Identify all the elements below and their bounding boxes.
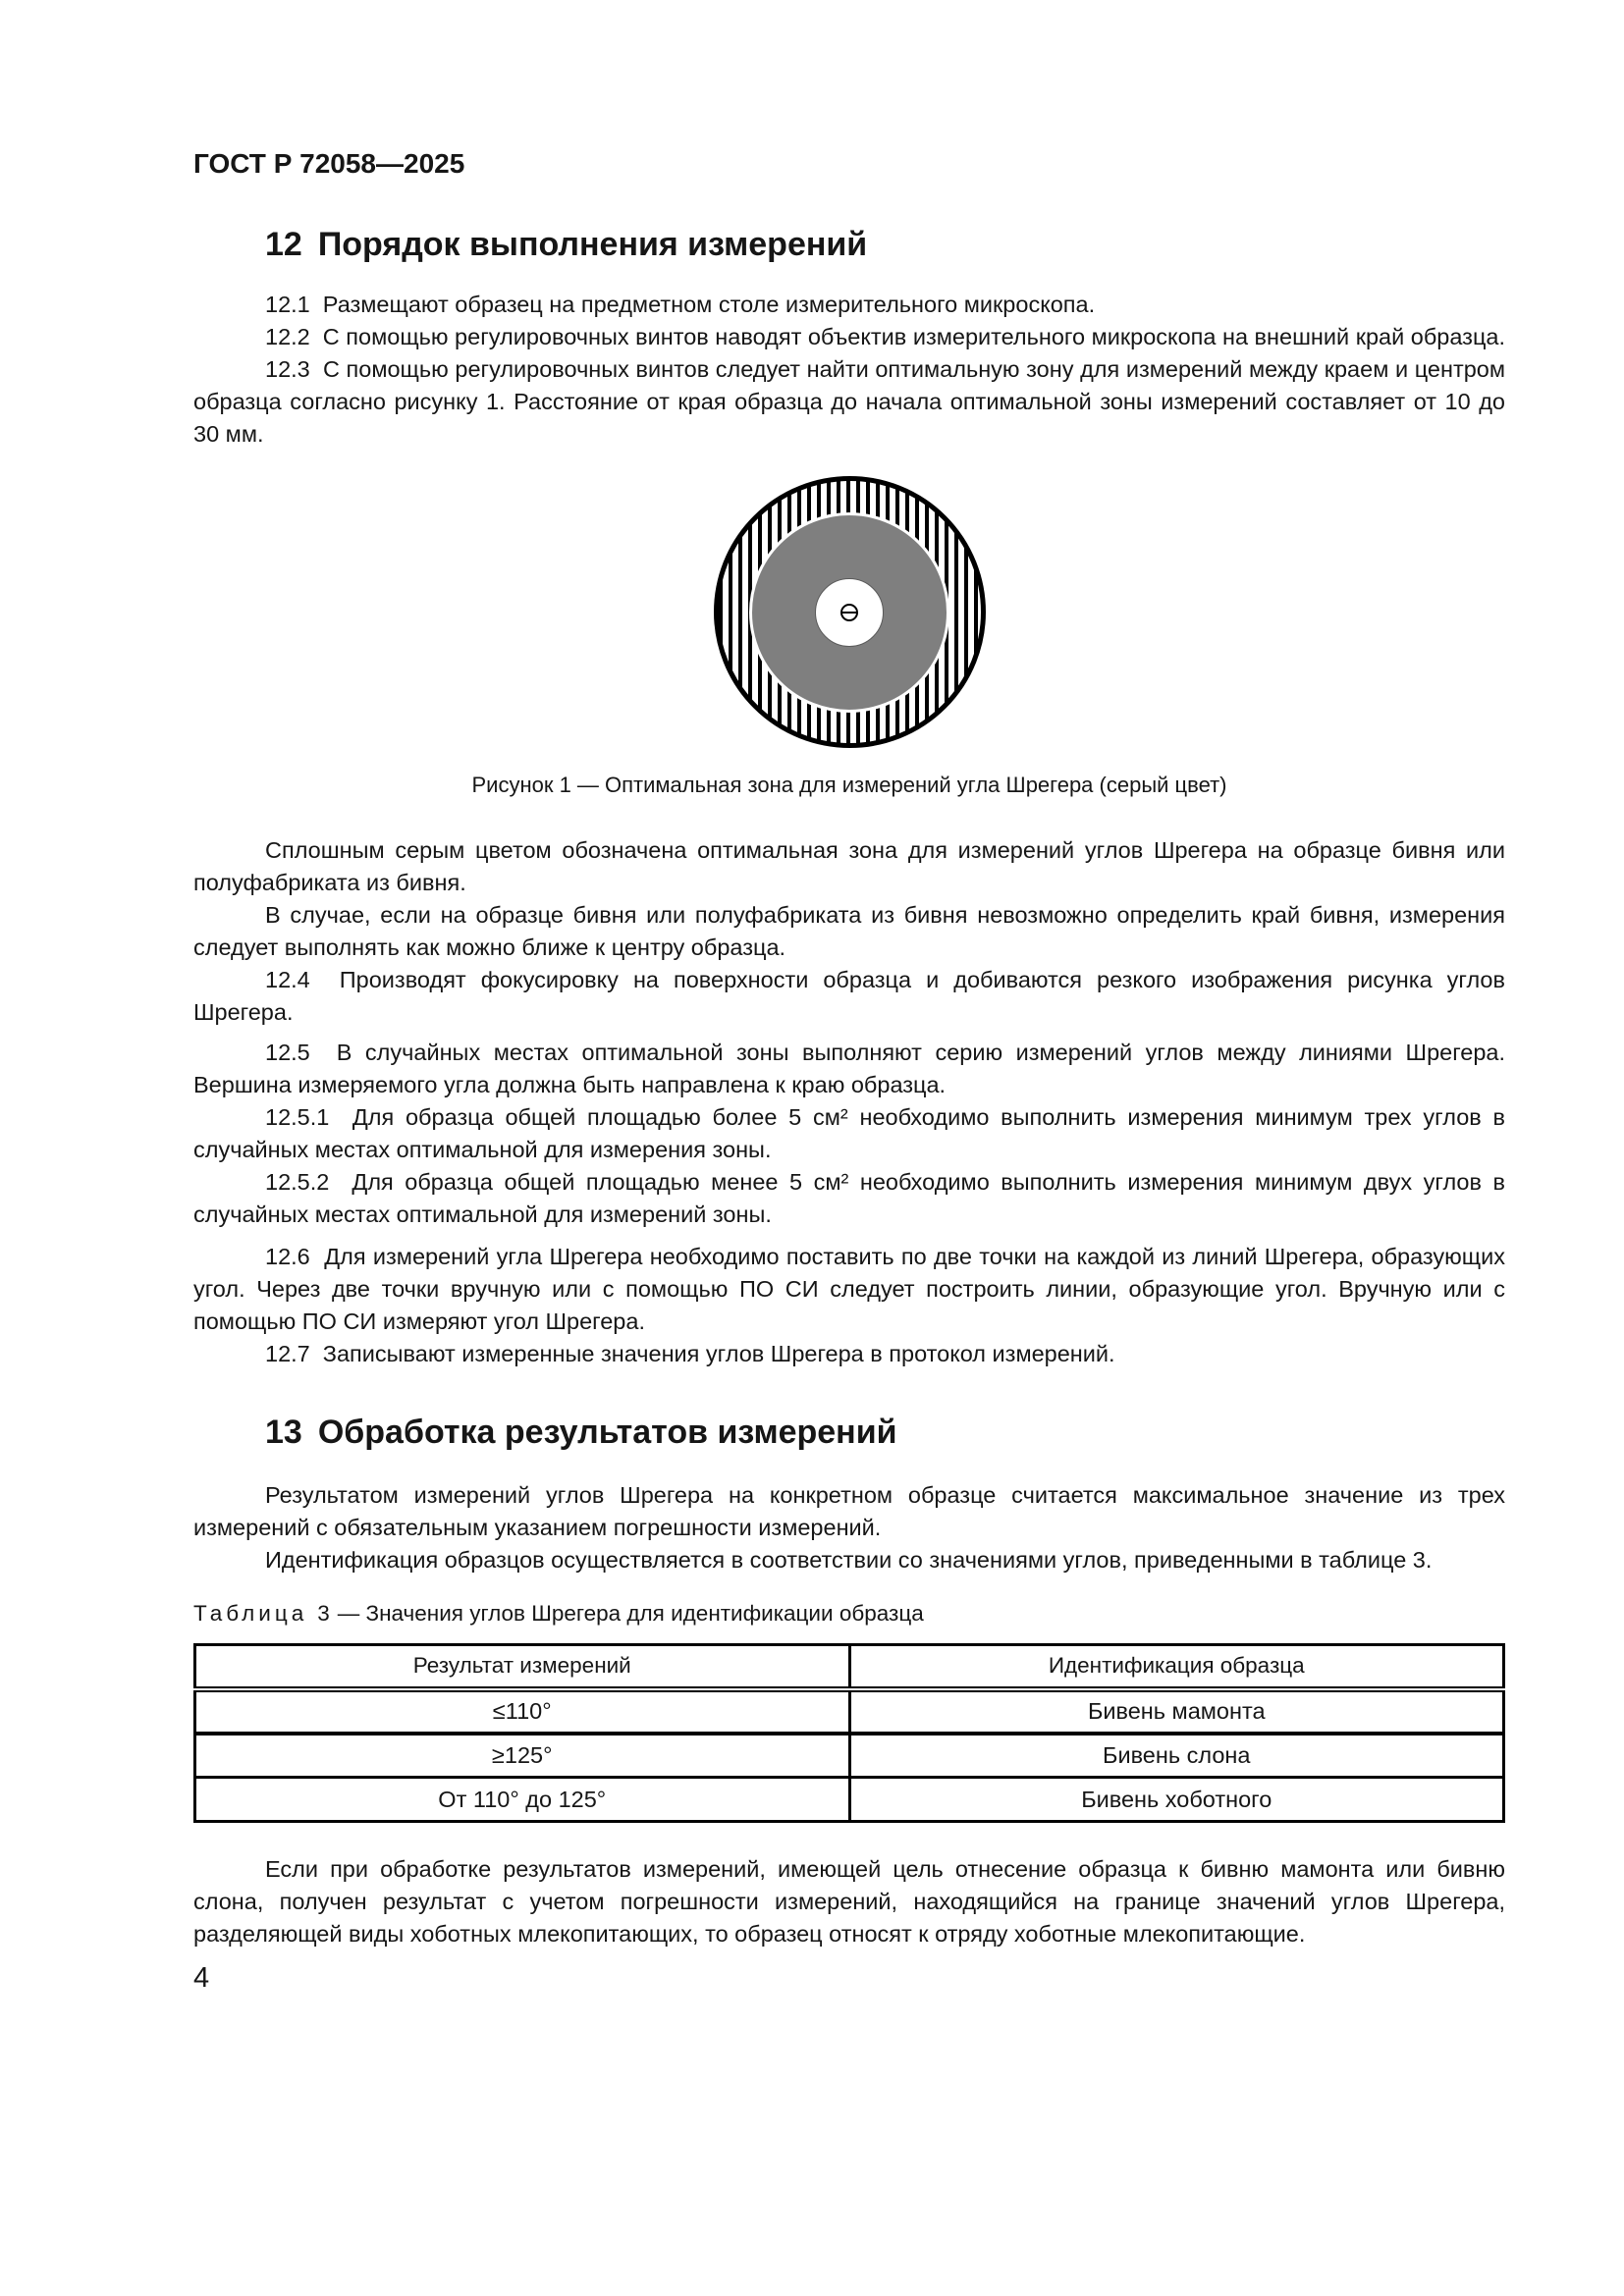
figure-1 (193, 476, 1505, 748)
section-13-heading (265, 1413, 1505, 1452)
section-title: Обработка результатов измерений (317, 1414, 897, 1451)
section-number: 12 (265, 226, 302, 263)
table-label-title: — Значения углов Шрегера для идентификации образца (337, 1601, 924, 1626)
paragraph-12-1: 12.1 Размещают образец на предметном столе измерительного микроскопа. (265, 292, 1096, 317)
closing-paragraph: Если при обработке результатов измерений, имеющей цель отнесение образца к бивню мамонта или бивню слона, получен результат с учетом погрешности измерений, находящийся на границе значений углов Шрегера, разделяющей виды хоботных млекопитающих, то образец относят к отряду хоботные млекопитающие. (193, 1856, 1505, 1947)
paragraph-12-5-1: 12.5.1 Для образца общей площадью более 5 см² необходимо выполнить измерения минимум трех углов в случайных местах оптимальной для измерения зоны. (193, 1104, 1505, 1162)
table-row (195, 1778, 1504, 1822)
table-cell-species: Бивень мамонта (849, 1689, 1504, 1734)
running-header: ГОСТ Р 72058—2025 (193, 148, 465, 179)
closing-block (193, 1853, 1505, 1950)
center-mark-icon (840, 604, 858, 621)
table-cell-angle: От 110° до 125° (438, 1786, 607, 1812)
paragraph-gray-zone: Сплошным серым цветом обозначена оптимальная зона для измерений углов Шрегера на образце бивня или полуфабриката из бивня. (193, 837, 1505, 895)
table-cell-species: Бивень слона (849, 1734, 1504, 1778)
table-row (195, 1689, 1504, 1734)
paragraph-12-5-2: 12.5.2 Для образца общей площадью менее 5 см² необходимо выполнить измерения минимум двух углов в случайных местах оптимальной для измерений зоны. (193, 1169, 1505, 1227)
table-row (195, 1734, 1504, 1778)
table-header-row (195, 1645, 1504, 1689)
center-mark-line (842, 612, 856, 614)
paragraph-12-4: 12.4 Производят фокусировку на поверхности образца и добиваются резкого изображения рисунка углов Шрегера. (193, 967, 1505, 1025)
figure-1-caption: Рисунок 1 — Оптимальная зона для измерений угла Шрегера (серый цвет) (471, 773, 1227, 797)
table-3 (193, 1643, 1505, 1823)
paragraph-12-3: 12.3 С помощью регулировочных винтов следует найти оптимальную зону для измерений между краем и центром образца согласно рисунку 1. Расстояние от края образца до начала оптимальной зоны измерений составляет от 10 до 30 мм. (193, 356, 1505, 447)
clauses-after-figure (193, 834, 1505, 1370)
column-header-identification: Идентификация образца (849, 1645, 1504, 1689)
page-number: 4 (193, 1962, 210, 1994)
paragraph-12-6: 12.6 Для измерений угла Шрегера необходимо поставить по две точки на каждой из линий Шрегера, образующих угол. Через две точки вручную или с помощью ПО СИ следует построить линии, образующие угол. Вручную или с помощью ПО СИ измеряют угол Шрегера. (193, 1244, 1505, 1334)
paragraph-12-2: 12.2 С помощью регулировочных винтов наводят объектив измерительного микроскопа на внешний край образца. (265, 324, 1506, 349)
optimal-zone-gray-ring (749, 512, 949, 713)
table-label-number: 3 (317, 1601, 330, 1626)
paragraph-results: Результатом измерений углов Шрегера на конкретном образце считается максимальное значение из трех измерений с обязательным указанием погрешности измерений. (193, 1482, 1505, 1540)
table-cell-angle: ≤110° (195, 1689, 850, 1734)
section-12-heading (265, 225, 1505, 264)
paragraph-12-5: 12.5 В случайных местах оптимальной зоны выполняют серию измерений углов между линиями Шрегера. Вершина измеряемого угла должна быть направлена к краю образца. (193, 1040, 1505, 1097)
table-label-word: Таблица (193, 1601, 308, 1626)
tusk-center-white-area (815, 578, 884, 647)
table-3-label (193, 1597, 1505, 1629)
table-cell-angle: ≥125° (195, 1734, 850, 1778)
clauses-before-figure (193, 289, 1505, 451)
tusk-cross-section-hatched-ring (714, 476, 986, 748)
section-13-paragraphs (193, 1479, 1505, 1576)
paragraph-identification: Идентификация образцов осуществляется в соответствии со значениями углов, приведенными в таблице 3. (265, 1547, 1433, 1573)
section-number: 13 (265, 1414, 302, 1451)
paragraph-12-7: 12.7 Записывают измеренные значения углов Шрегера в протокол измерений. (265, 1341, 1115, 1366)
table-cell-species: Бивень хоботного (849, 1778, 1504, 1822)
section-title: Порядок выполнения измерений (317, 226, 868, 263)
column-header-result: Результат измерений (195, 1645, 850, 1689)
paragraph-edge-case: В случае, если на образце бивня или полуфабриката из бивня невозможно определить край бивня, измерения следует выполнять как можно ближе к центру образца. (193, 902, 1505, 960)
